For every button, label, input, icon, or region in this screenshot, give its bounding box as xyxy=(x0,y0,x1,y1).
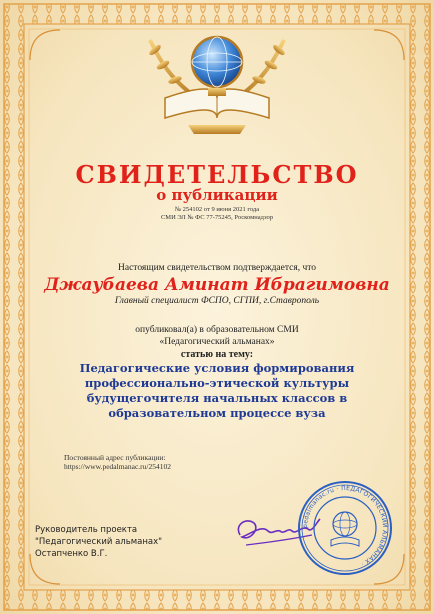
confirm-text: Настоящим свидетельством подтверждается, что xyxy=(118,263,316,273)
article-title-line: будущегочителя начальных классов в xyxy=(86,391,348,405)
seal-text: pedalmanac.ru · ПЕДАГОГИЧЕСКИЙ АЛЬМАНАХ · xyxy=(301,484,389,568)
signature-role: Руководитель проекта xyxy=(35,525,138,535)
certificate-title: СВИДЕТЕЛЬСТВО xyxy=(75,160,359,189)
article-title xyxy=(0,361,434,421)
globe-emblem-icon xyxy=(148,37,287,134)
publication-url-link[interactable]: https://www.pedalmanac.ru/254102 xyxy=(64,462,171,471)
article-title-line: профессионально-этической культуры xyxy=(84,376,350,390)
signature-name: Остапченко В.Г. xyxy=(35,549,108,559)
published-text: опубликовал(а) в образовательном СМИ xyxy=(135,325,299,335)
article-title-line: Педагогические условия формирования xyxy=(79,361,355,375)
article-title-line: образовательном процессе вуза xyxy=(108,406,326,420)
journal-name: «Педагогический альманах» xyxy=(159,337,275,347)
official-seal-icon xyxy=(295,478,395,578)
address-label: Постоянный адрес публикации: xyxy=(64,453,166,462)
registration-number: № 254102 от 9 июня 2021 года xyxy=(174,206,260,213)
author-name: Джаубаева Аминат Ибрагимовна xyxy=(44,275,390,295)
theme-label: статью на тему: xyxy=(180,349,254,360)
author-position: Главный специалист ФСПО, СГПИ, г.Ставрополь xyxy=(114,296,320,306)
signature-project: "Педагогический альманах" xyxy=(35,537,163,547)
media-registration: СМИ ЭЛ № ФС 77-75245, Роскомнадзор xyxy=(160,214,274,221)
certificate-subtitle: о публикации xyxy=(156,186,278,204)
